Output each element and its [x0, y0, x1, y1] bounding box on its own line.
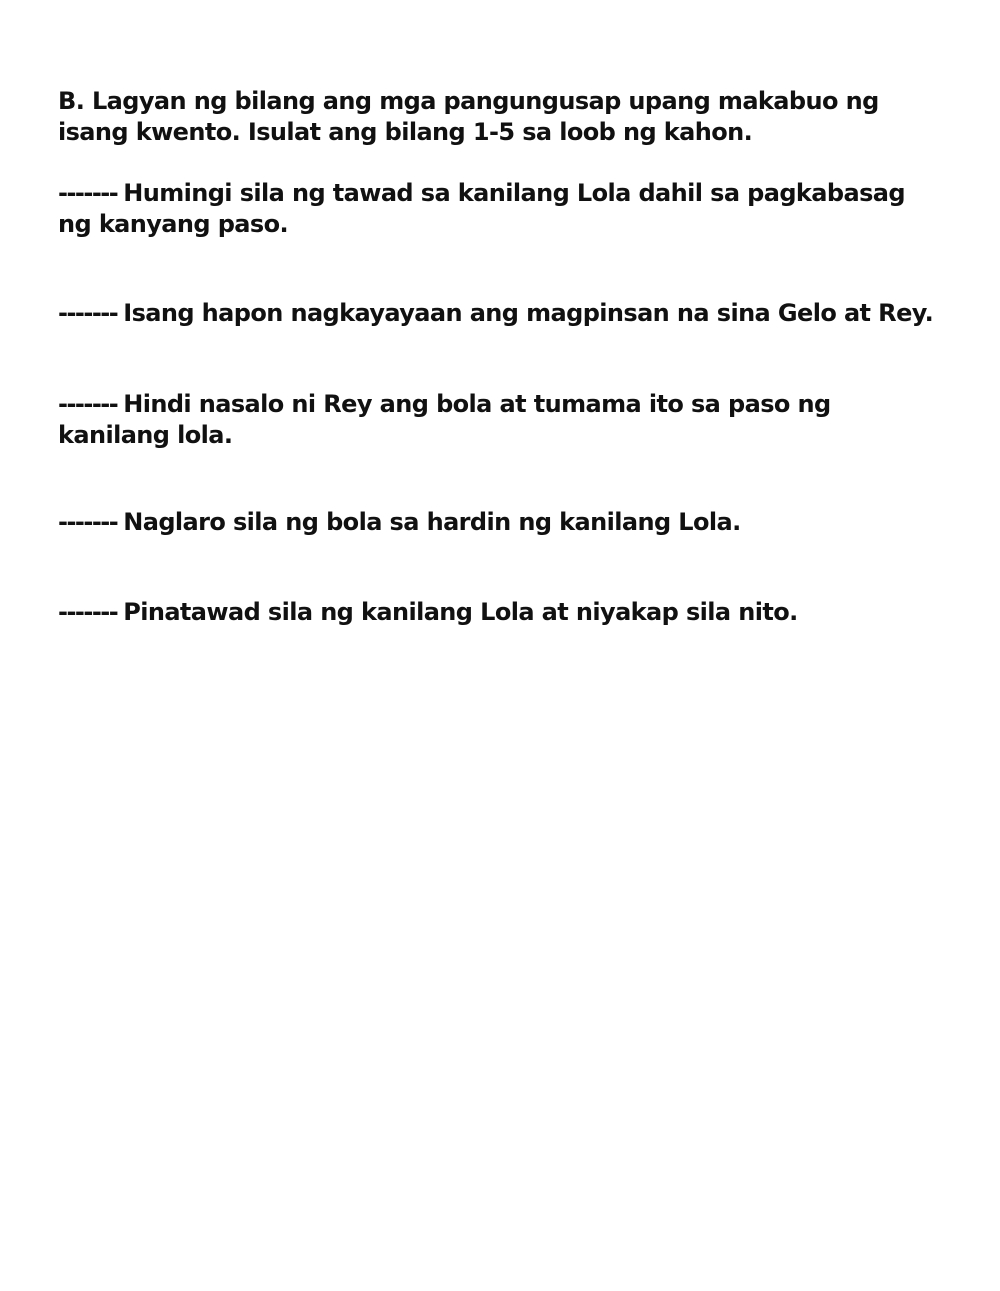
sentence-item-1 [58, 178, 938, 240]
answer-blank[interactable]: ------- [58, 508, 118, 536]
answer-blank[interactable]: ------- [58, 390, 118, 418]
sentence-item-3 [58, 389, 938, 451]
answer-blank[interactable]: ------- [58, 179, 118, 207]
sentence-item-5 [58, 597, 938, 628]
instructions: B. Lagyan ng bilang ang mga pangungusap upang makabuo ng isang kwento. Isulat ang bilang 1-5 sa loob ng kahon. [58, 87, 879, 146]
sentence-text: Naglaro sila ng bola sa hardin ng kanilang Lola. [123, 508, 741, 536]
sentence-item-2 [58, 298, 938, 329]
sentence-text: Hindi nasalo ni Rey ang bola at tumama ito sa paso ng kanilang lola. [58, 390, 831, 449]
sentence-text: Isang hapon nagkayayaan ang magpinsan na sina Gelo at Rey. [123, 299, 934, 327]
worksheet [58, 86, 938, 626]
sentence-text: Humingi sila ng tawad sa kanilang Lola dahil sa pagkabasag ng kanyang paso. [58, 179, 905, 238]
sentence-item-4 [58, 507, 938, 538]
answer-blank[interactable]: ------- [58, 598, 118, 626]
sentence-text: Pinatawad sila ng kanilang Lola at niyakap sila nito. [123, 598, 798, 626]
answer-blank[interactable]: ------- [58, 299, 118, 327]
